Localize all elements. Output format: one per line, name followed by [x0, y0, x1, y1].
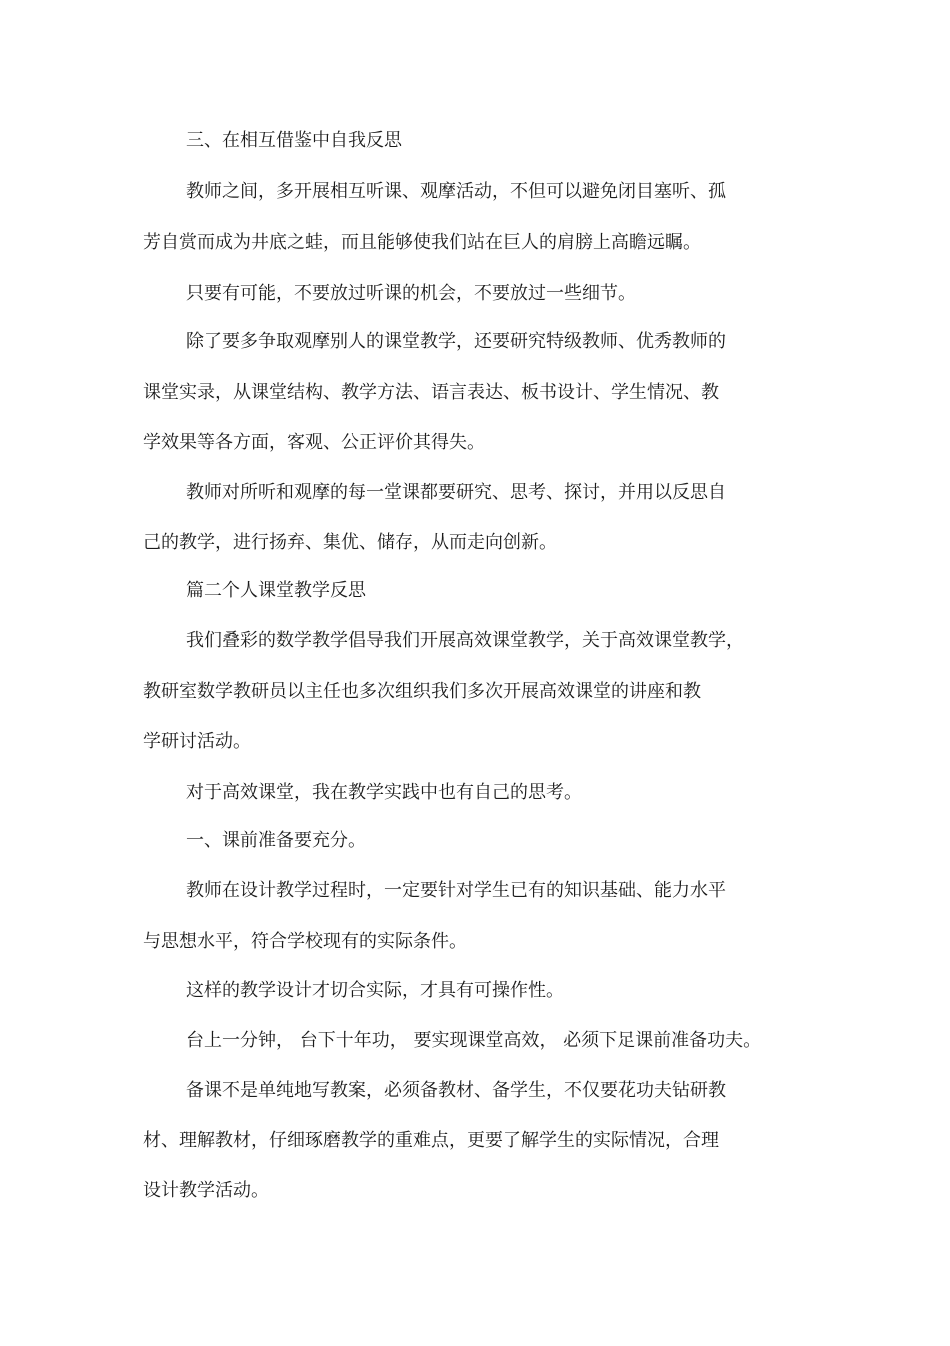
paragraph-line: 教师对所听和观摩的每一堂课都要研究、思考、探讨，并用以反思自 — [186, 482, 726, 503]
paragraph-line: 己的教学，进行扬弃、集优、储存，从而走向创新。 — [143, 532, 557, 553]
paragraph-line: 只要有可能，不要放过听课的机会，不要放过一些细节。 — [186, 283, 636, 304]
paragraph-line: 教师在设计教学过程时，一定要针对学生已有的知识基础、能力水平 — [186, 880, 726, 901]
paragraph-line: 备课不是单纯地写教案，必须备教材、备学生，不仅要花功夫钻研教 — [186, 1080, 726, 1101]
section-heading: 一、课前准备要充分。 — [186, 830, 366, 851]
paragraph-line: 学研讨活动。 — [143, 731, 251, 752]
paragraph-line: 教师之间，多开展相互听课、观摩活动，不但可以避免闭目塞听、孤 — [186, 181, 726, 202]
paragraph-line: 课堂实录，从课堂结构、教学方法、语言表达、板书设计、学生情况、教 — [143, 382, 719, 403]
paragraph-line: 材、理解教材，仔细琢磨教学的重难点，更要了解学生的实际情况，合理 — [143, 1130, 719, 1151]
paragraph-line: 除了要多争取观摩别人的课堂教学，还要研究特级教师、优秀教师的 — [186, 331, 726, 352]
paragraph-line: 设计教学活动。 — [143, 1180, 269, 1201]
paragraph-line: 这样的教学设计才切合实际，才具有可操作性。 — [186, 980, 564, 1001]
section-heading: 三、在相互借鉴中自我反思 — [186, 130, 402, 151]
article-title: 篇二个人课堂教学反思 — [186, 580, 366, 601]
paragraph-line: 芳自赏而成为井底之蛙，而且能够使我们站在巨人的肩膀上高瞻远瞩。 — [143, 232, 701, 253]
paragraph-line: 教研室数学教研员以主任也多次组织我们多次开展高效课堂的讲座和教 — [143, 681, 701, 702]
paragraph-line: 我们叠彩的数学教学倡导我们开展高效课堂教学，关于高效课堂教学， — [186, 630, 744, 651]
paragraph-line: 学效果等各方面，客观、公正评价其得失。 — [143, 432, 485, 453]
paragraph-line: 与思想水平，符合学校现有的实际条件。 — [143, 931, 467, 952]
paragraph-line: 对于高效课堂，我在教学实践中也有自己的思考。 — [186, 782, 582, 803]
paragraph-line: 台上一分钟， 台下十年功， 要实现课堂高效， 必须下足课前准备功夫。 — [186, 1030, 762, 1051]
